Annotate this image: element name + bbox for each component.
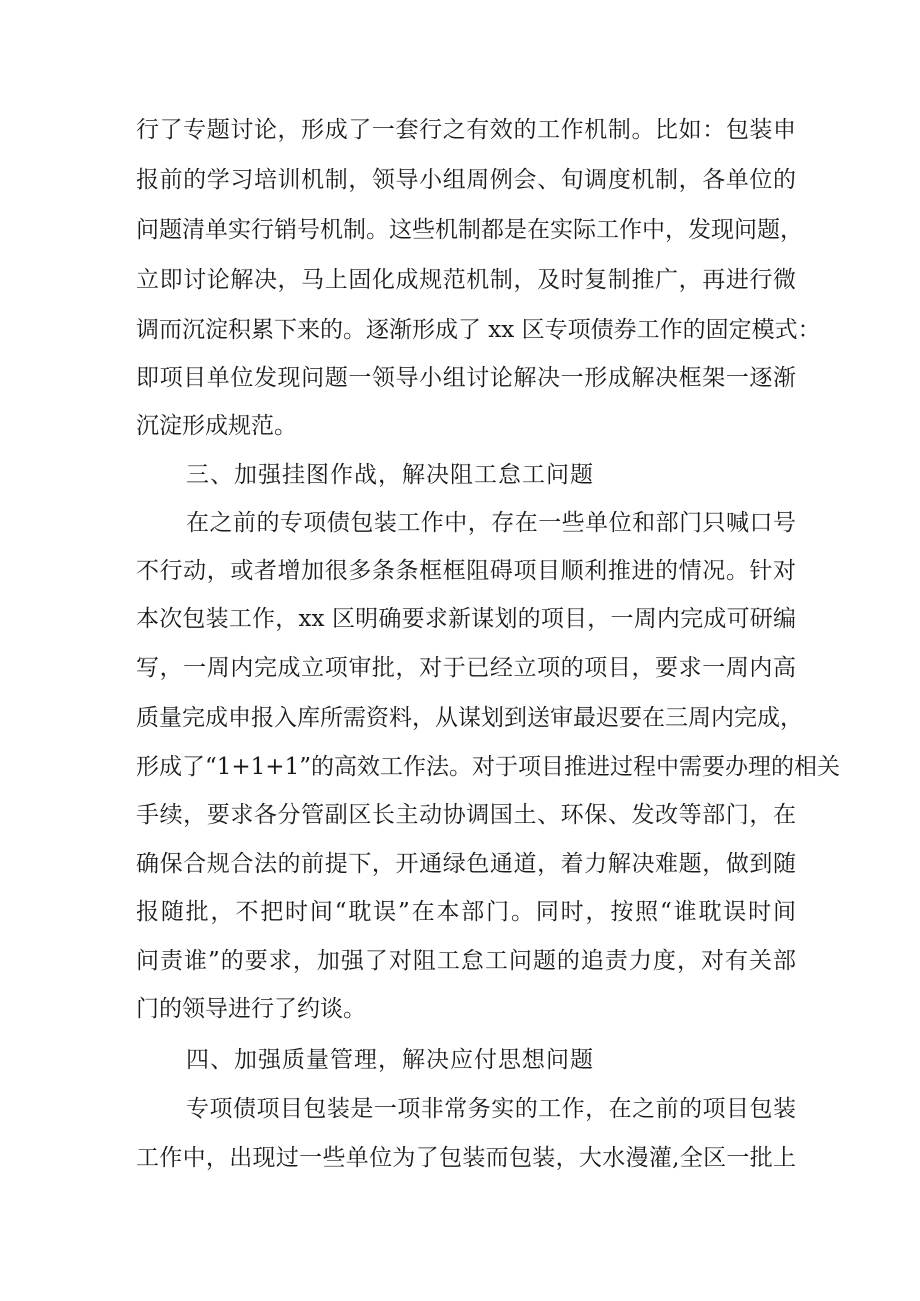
section-heading: 四、加强质量管理，解决应付思想问题 <box>186 1047 594 1073</box>
paragraph-line: 形成了“1+1+1”的高效工作法。对于项目推进过程中需要办理的相关 <box>136 754 840 780</box>
paragraph-line: 门的领导进行了约谈。 <box>136 996 366 1022</box>
paragraph-line: 工作中，出现过一些单位为了包装而包装，大水漫灌,全区一批上 <box>136 1145 796 1171</box>
paragraph-line: 沉淀形成规范。 <box>136 413 297 439</box>
paragraph-line: 手续，要求各分管副区长主动协调国土、环保、发改等部门，在 <box>136 802 796 828</box>
paragraph-line: 问题清单实行销号机制。这些机制都是在实际工作中，发现问题， <box>136 217 803 243</box>
paragraph-line: 调而沉淀积累下来的。逐渐形成了 xx 区专项债券工作的固定模式： <box>136 317 821 343</box>
paragraph-line: 不行动，或者增加很多条条框框阻碍项目顺利推进的情况。针对 <box>136 558 796 584</box>
paragraph-line: 问责谁”的要求，加强了对阻工怠工问题的追责力度，对有关部 <box>136 948 796 974</box>
paragraph-line: 质量完成申报入库所需资料，从谋划到送审最迟要在三周内完成， <box>136 705 803 731</box>
paragraph-line: 在之前的专项债包装工作中，存在一些单位和部门只喊口号 <box>186 510 796 536</box>
paragraph-line: 报随批，不把时间“耽误”在本部门。同时，按照“谁耽误时间 <box>136 899 796 925</box>
paragraph-line: 本次包装工作，xx 区明确要求新谋划的项目，一周内完成可研编 <box>136 606 796 632</box>
paragraph-line: 确保合规合法的前提下，开通绿色通道，着力解决难题，做到随 <box>136 851 796 877</box>
paragraph-line: 即项目单位发现问题一领导小组讨论解决一形成解决框架一逐渐 <box>136 365 796 391</box>
paragraph-line: 报前的学习培训机制，领导小组周例会、旬调度机制，各单位的 <box>136 167 796 193</box>
paragraph-line: 行了专题讨论，形成了一套行之有效的工作机制。比如：包装申 <box>136 117 796 143</box>
paragraph-line: 立即讨论解决，马上固化成规范机制，及时复制推广，再进行微 <box>136 267 796 293</box>
paragraph-line: 专项债项目包装是一项非常务实的工作，在之前的项目包装 <box>186 1096 796 1122</box>
section-heading: 三、加强挂图作战，解决阻工怠工问题 <box>186 462 594 488</box>
paragraph-line: 写，一周内完成立项审批，对于已经立项的项目，要求一周内高 <box>136 655 796 681</box>
